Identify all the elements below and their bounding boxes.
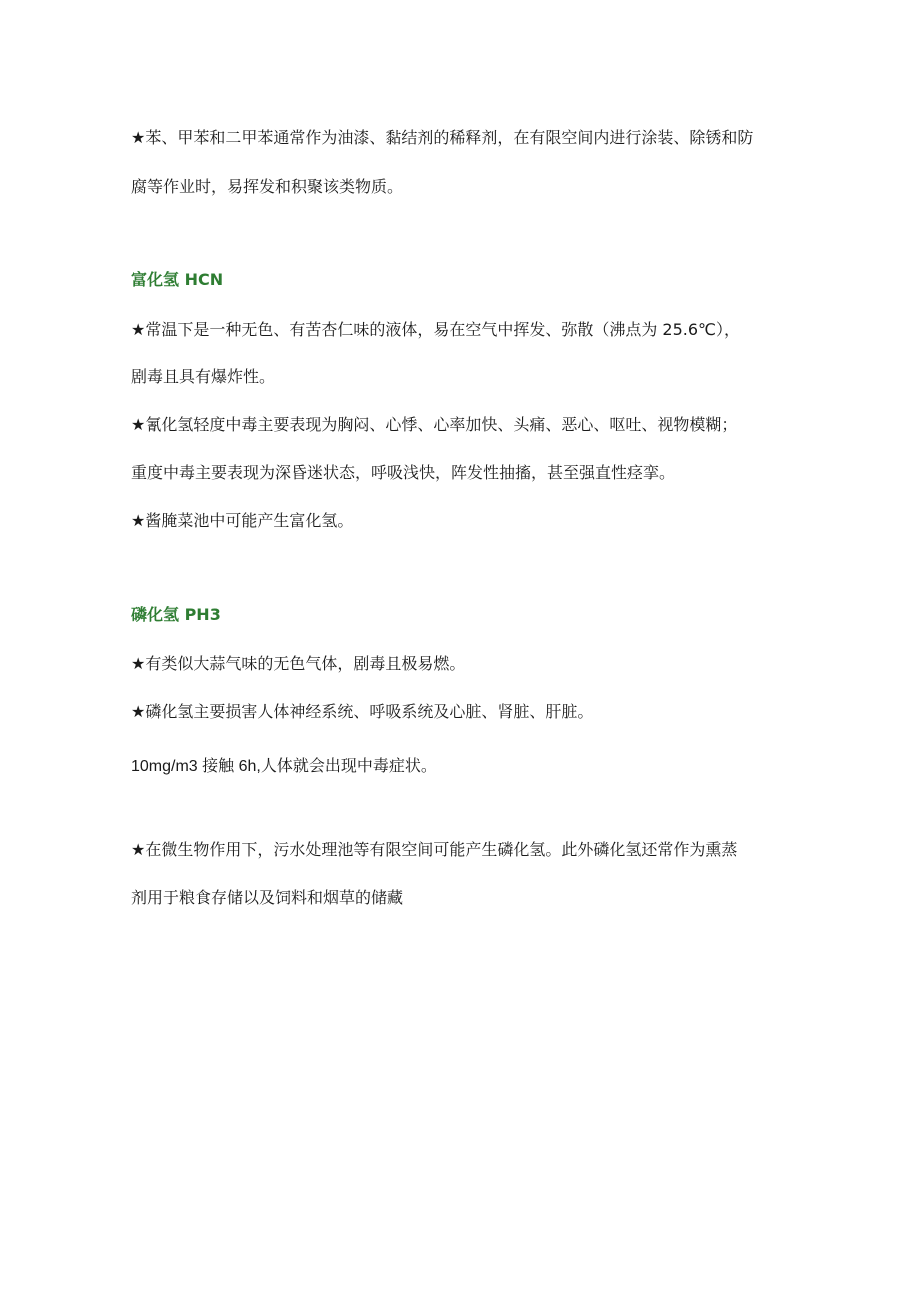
ph3-line-3: 10mg/m3 接触 6h,人体就会出现中毒症状。	[131, 758, 437, 775]
ph3-line-2: ★磷化氢主要损害人体神经系统、呼吸系统及心脏、肾脏、肝脏。	[131, 702, 594, 721]
intro-line-2: 腐等作业时，易挥发和积聚该类物质。	[131, 177, 404, 196]
intro-line-1: ★苯、甲苯和二甲苯通常作为油漆、黏结剂的稀释剂，在有限空间内进行涂装、除锈和防	[131, 128, 754, 147]
hcn-line-3: ★氰化氢轻度中毒主要表现为胸闷、心悸、心率加快、头痛、恶心、呕吐、视物模糊；	[131, 415, 738, 434]
ph3-line-4: ★在微生物作用下，污水处理池等有限空间可能产生磷化氢。此外磷化氢还常作为熏蒸	[131, 840, 738, 859]
hcn-line-5: ★酱腌菜池中可能产生富化氢。	[131, 511, 354, 530]
hcn-line-2: 剧毒且具有爆炸性。	[131, 367, 276, 386]
hcn-heading: 富化氢 HCN	[131, 270, 224, 289]
ph3-line-1: ★有类似大蒜气味的无色气体，剧毒且极易燃。	[131, 654, 466, 673]
ph3-heading: 磷化氢 PH3	[131, 605, 221, 624]
ph3-line-5: 剂用于粮食存储以及饲料和烟草的储藏	[131, 888, 404, 907]
hcn-line-4: 重度中毒主要表现为深昏迷状态，呼吸浅快，阵发性抽搐，甚至强直性痉挛。	[131, 463, 676, 482]
hcn-line-1: ★常温下是一种无色、有苦杏仁味的液体，易在空气中挥发、弥散（沸点为 25.6℃），	[131, 320, 741, 339]
